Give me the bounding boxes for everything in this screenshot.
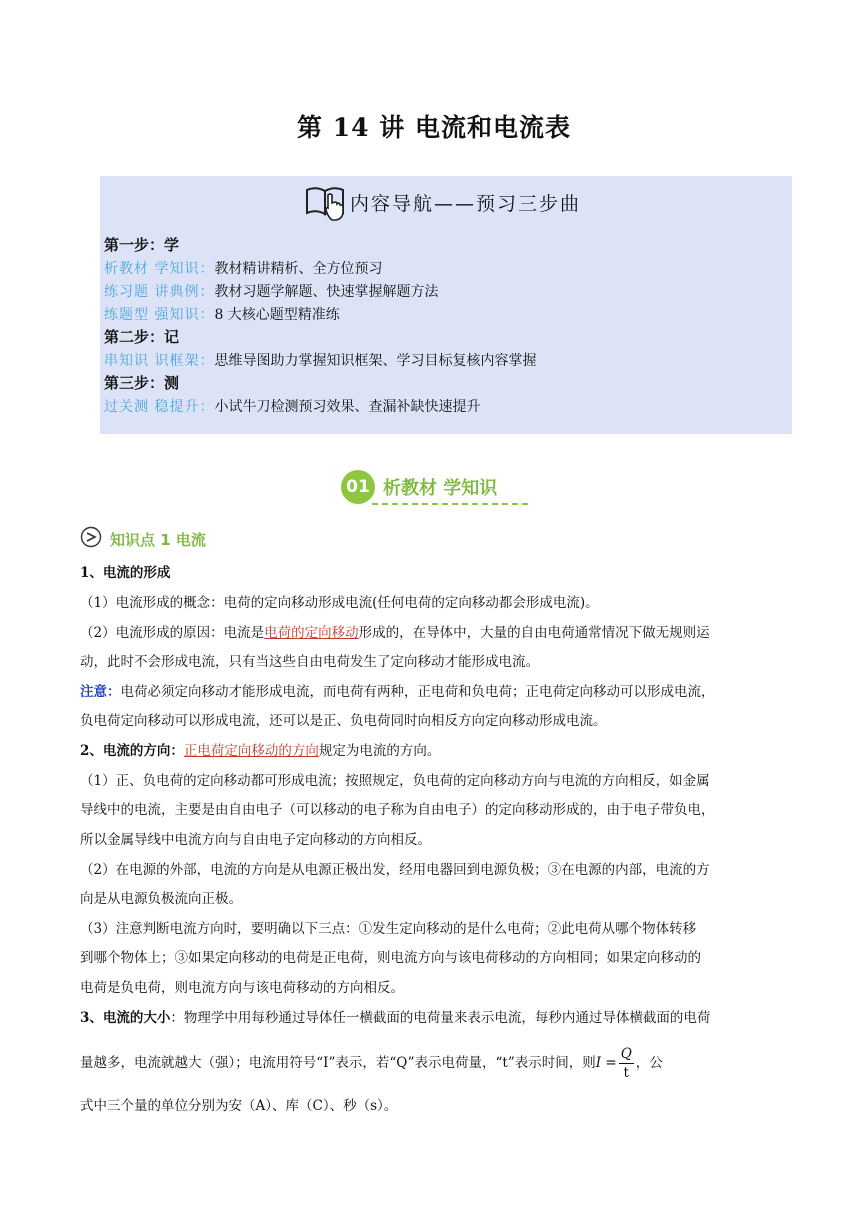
page-title: 第 14 讲 电流和电流表 (297, 113, 571, 142)
nav-item-4: 串知识 识框架：思维导图助力掌握知识框架、学习目标复核内容掌握 (104, 353, 537, 369)
heading-direction: 2、电流的方向：正电荷定向移动的方向规定为电流的方向。 (80, 743, 441, 759)
section-badge (341, 470, 497, 504)
nav-header (304, 182, 581, 222)
paragraph: （1）正、负电荷的定向移动都可形成电流；按照规定，负电荷的定向移动方向与电流的方向相反，如金属 (80, 773, 710, 789)
paragraph: 向是从电源负极流向正极。 (80, 891, 242, 907)
paragraph-with-formula: 量越多，电流就越大（强）；电流用符号“I”表示，若“Q”表示电荷量，“t”表示时间，则I = $\frac{Q}{t}$ ，公 (80, 1046, 663, 1081)
paragraph: 动，此时不会形成电流，只有当这些自由电荷发生了定向移动才能形成电流。 (80, 654, 539, 670)
paragraph: （3）注意判断电流方向时，要明确以下三点：①发生定向移动的是什么电荷；②此电荷从哪个物体转移 (80, 921, 697, 937)
content-nav-box (100, 176, 792, 434)
book-hand-icon (304, 182, 348, 222)
nav-step-3: 第三步：测 (104, 374, 180, 392)
paragraph: 式中三个量的单位分别为安（A）、库（C）、秒（s）。 (80, 1098, 398, 1114)
nav-step-2: 第二步：记 (104, 328, 180, 346)
paragraph: 所以金属导线中电流方向与自由电子定向移动的方向相反。 (80, 832, 431, 848)
section-label: 析教材 学知识 (383, 478, 498, 499)
nav-step-1: 第一步：学 (104, 236, 180, 254)
heading-formation: 1、电流的形成 (80, 565, 171, 581)
paragraph: （1）电流形成的概念：电荷的定向移动形成电流(任何电荷的定向移动都会形成电流)。 (80, 595, 599, 611)
note-line: 注意：电荷必须定向移动才能形成电流，而电荷有两种，正电荷和负电荷；正电荷定向移动可以形成电流， (80, 684, 715, 700)
arrow-circle-icon (80, 526, 102, 552)
nav-heading: 内容导航——预习三步曲 (350, 192, 582, 215)
section-number: 01 (341, 470, 375, 504)
nav-item-5: 过关测 稳提升：小试牛刀检测预习效果、查漏补缺快速提升 (104, 399, 481, 415)
note-line: 负电荷定向移动可以形成电流，还可以是正、负电荷同时向相反方向定向移动形成电流。 (80, 713, 607, 729)
formula: I = $\frac{Q}{t}$ (595, 1046, 632, 1081)
paragraph: （2）在电源的外部，电流的方向是从电源正极出发，经用电器回到电源负极；③在电源的内部，电流的方 (80, 862, 710, 878)
nav-item-3: 练题型 强知识：8 大核心题型精准练 (104, 307, 340, 323)
heading-magnitude: 3、电流的大小：物理学中用每秒通过导体任一横截面的电荷量来表示电流，每秒内通过导体横截面的电荷 (80, 1010, 711, 1026)
knowledge-point-label: 知识点 1 电流 (110, 530, 206, 549)
nav-item-1: 析教材 学知识：教材精讲精析、全方位预习 (104, 261, 383, 277)
paragraph: 导线中的电流，主要是由自由电子（可以移动的电子称为自由电子）的定向移动形成的，由于电子带负电， (80, 802, 715, 818)
section-underline (372, 503, 528, 505)
nav-item-2: 练习题 讲典例：教材习题学解题、快速掌握解题方法 (104, 284, 439, 300)
paragraph: 电荷是负电荷，则电流方向与该电荷移动的方向相反。 (80, 980, 404, 996)
knowledge-point-heading (80, 526, 206, 552)
paragraph: 到哪个物体上；③如果定向移动的电荷是正电荷，则电流方向与该电荷移动的方向相同；如果定向移动的 (80, 950, 701, 966)
paragraph: （2）电流形成的原因：电流是电荷的定向移动形成的，在导体中，大量的自由电荷通常情况下做无规则运 (80, 625, 710, 641)
